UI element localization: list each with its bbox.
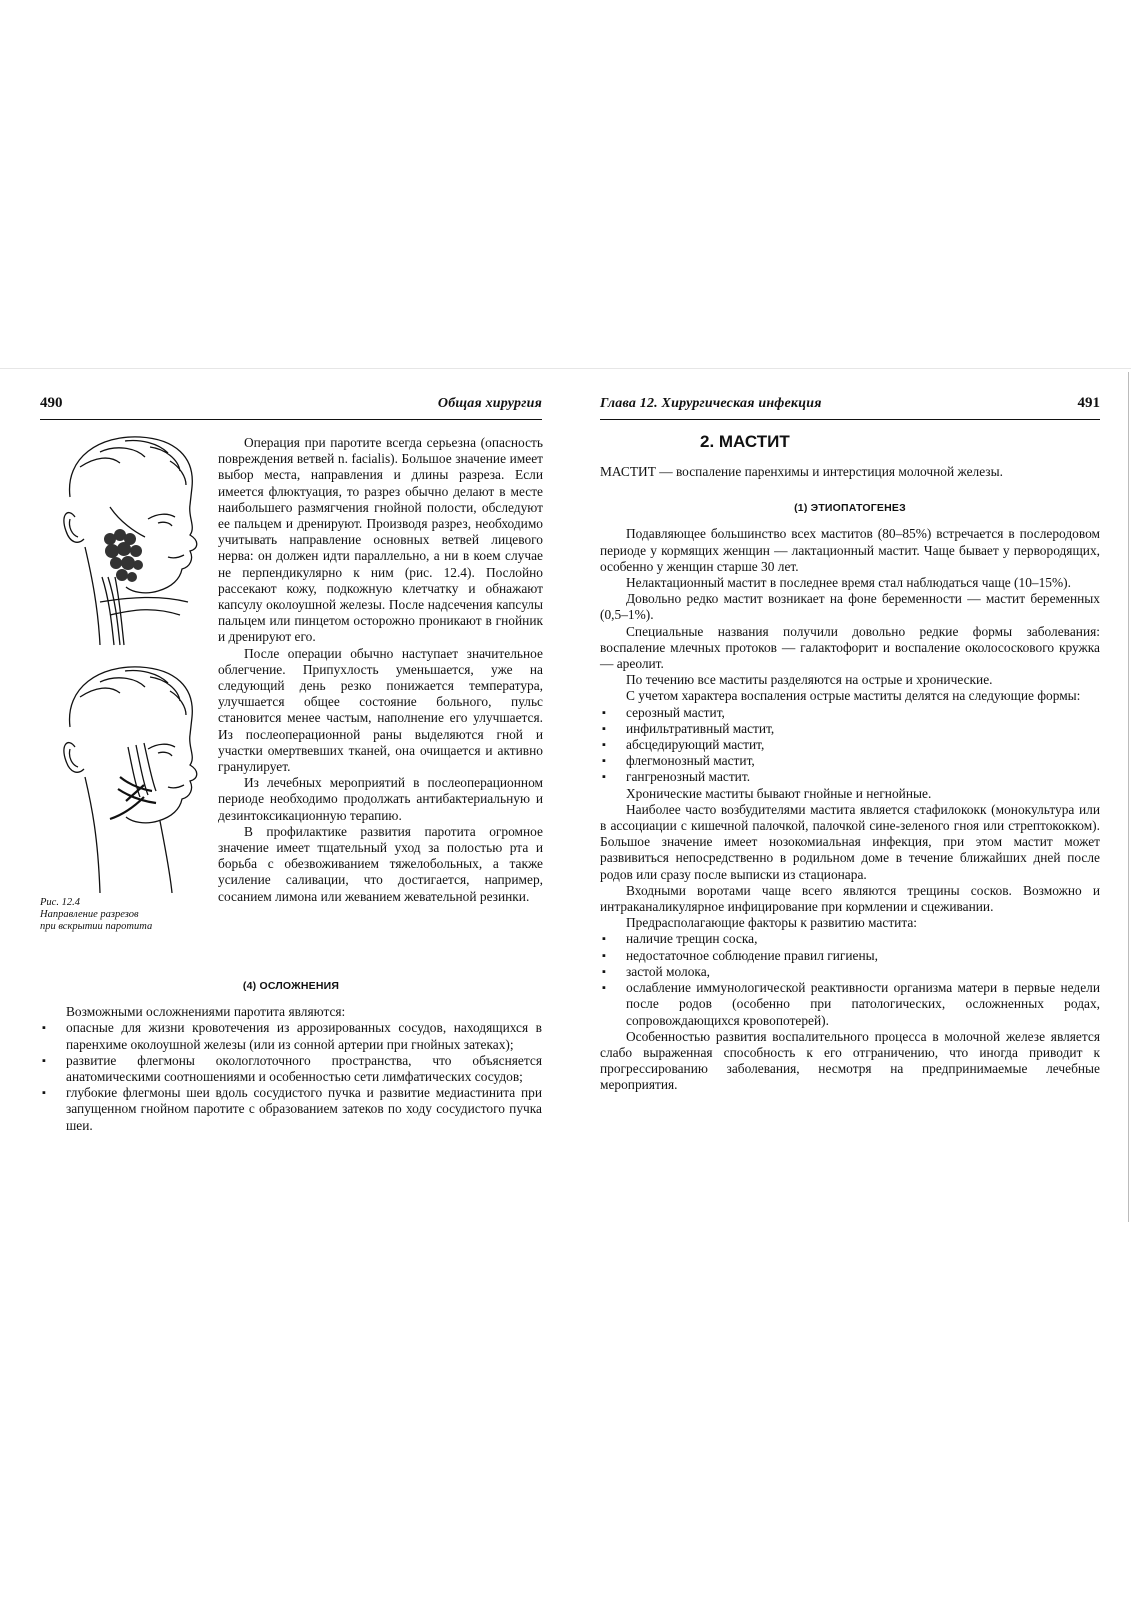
paragraph: С учетом характера воспаления острые маститы делятся на следующие формы: (626, 688, 1081, 704)
paragraph: Предрасполагающие факторы к развитию мастита: (626, 915, 918, 931)
page-number-left: 490 (40, 395, 63, 411)
list-item: ▪ серозный мастит, (600, 705, 1100, 721)
list-item: ▪ инфильтративный мастит, (600, 721, 1100, 737)
list-item: ▪ застой молока, (600, 964, 1100, 980)
section-title: 2. МАСТИТ (700, 432, 790, 451)
complications-section (40, 972, 542, 1134)
caption-line-1: Направление разрезов (40, 909, 139, 920)
paragraph: Входными воротами чаще всего являются трещины сосков. Возможно и интраканаликулярное инфицирование при кормлении и сцеживании. (600, 882, 1100, 915)
figure-caption (40, 897, 210, 933)
paragraph: Из лечебных мероприятий в послеоперационном периоде необходимо продолжать антибактериальную и дезинтоксикационную терапию. (218, 775, 543, 823)
paragraph: Хронические маститы бывают гнойные и негнойные. (626, 785, 932, 801)
acute-forms-list (600, 705, 1100, 786)
paragraph: Возможными осложнениями паротита являются: (66, 1004, 346, 1020)
list-item: ▪ наличие трещин соска, (600, 931, 1100, 947)
left-page (40, 395, 543, 1133)
left-running-header (40, 395, 542, 420)
paragraph: По течению все маститы разделяются на острые и хронические. (626, 672, 993, 688)
spread-top-edge (0, 368, 1131, 369)
paragraph: Наиболее часто возбудителями мастита является стафилококк (монокультура или в ассоциации с кишечной палочкой, палочкой сине-зеленого гноя или стрептококком). Большое значение имеет нозокомиальная инфекция, при этом мастит может развивиться непосредственно в родильном доме в течение ближайших дней после родов или сразу после выписки из стационара. (600, 801, 1100, 882)
definition: МАСТИТ — воспаление паренхимы и интерстиция молочной железы. (600, 464, 1003, 479)
list-item: ▪ абсцедирующий мастит, (600, 737, 1100, 753)
paragraph: В профилактике развития паротита огромное значение имеет тщательный уход за полостью рта и борьба с обезвоживанием тяжелобольных, а также усиление саливации, что достигается, например, сосанием лимона или жеванием жевательной резинки. (218, 823, 543, 904)
complications-list (40, 1020, 542, 1133)
mastitis-text (600, 464, 1100, 1094)
paragraph: Специальные названия получили довольно редкие формы заболевания: воспаление млечных протоков — галактофорит и воспаление околососкового кружка — ареолит. (600, 623, 1100, 672)
paragraph: Нелактационный мастит в последнее время стал наблюдаться чаще (10–15%). (626, 575, 1071, 591)
list-item: ▪ опасные для жизни кровотечения из аррозированных сосудов, находящихся в паренхиме околоушной железы (или из сонной артерии при гнойных затеках); (40, 1020, 542, 1052)
illustration-head-gland (40, 427, 210, 647)
page-number-right: 491 (1077, 395, 1100, 411)
list-item: ▪ ослабление иммунологической реактивности организма матери в первые недели после родов (особенно при патологических, осложненных родах, сопровождающихся кровопотерей). (600, 980, 1100, 1029)
paragraph: После операции обычно наступает значительное облегчение. Припухлость уменьшается, уже на следующий день резко понижается температура, улучшается общее состояние больного, пульс становится менее частым, наполнение его улучшается. Из послеоперационной раны выделяются гной и участки омертвевших тканей, она очищается и активно гранулирует. (218, 645, 543, 775)
right-page (600, 395, 1100, 1094)
list-item: ▪ флегмонозный мастит, (600, 753, 1100, 769)
paragraph: Операция при паротите всегда серьезна (опасность повреждения ветвей n. facialis). Большое значение имеет выбор места, направления и длины разреза. Если имеется флюктуация, то разрез обычно делают в месте наибольшего размягчения гнойной полости, обследуют ее пальцем и дренируют. Производя разрез, необходимо учитывать направление основных ветвей лицевого нерва: он должен идти параллельно, а ни в коем случае не перпендикулярно к ним (рис. 12.4). Послойно рассекают кожу, подкожную клетчатку и обнажают капсулу околоушной железы. После надсечения капсулы пальцем или пинцетом осторожно проникают в гнойник и дренируют его. (218, 435, 543, 645)
list-item: ▪ развитие флегмоны окологлоточного пространства, что объясняется анатомическими соотношениями и особенностью сети лимфатических сосудов; (40, 1053, 542, 1085)
risk-factors-list (600, 931, 1100, 1028)
running-title-left: Общая хирургия (437, 396, 542, 411)
paragraph: Особенностью развития воспалительного процесса в молочной железе является слабо выраженная способность к его отграничению, что иногда приводит к прогрессированию заболевания, несмотря на предпринимаемые лечебные мероприятия. (600, 1028, 1100, 1093)
figure-12-4 (40, 427, 210, 933)
right-running-header (600, 395, 1100, 420)
running-title-right: Глава 12. Хирургическая инфекция (600, 396, 822, 411)
list-item: ▪ недостаточное соблюдение правил гигиены, (600, 948, 1100, 964)
page-fold-line (1128, 372, 1129, 1222)
list-item: ▪ гангренозный мастит. (600, 769, 1100, 785)
list-item: ▪ глубокие флегмоны шеи вдоль сосудистого пучка и развитие медиастинита при запущенном гнойном паротите с образованием затеков по ходу сосудистого пучка шеи. (40, 1085, 542, 1134)
subheading: (1) ЭТИОПАТОГЕНЕЗ (794, 502, 906, 515)
caption-number: Рис. 12.4 (40, 897, 80, 908)
parotitis-operation-text (218, 435, 543, 905)
paragraph: Довольно редко мастит возникает на фоне беременности — мастит беременных (0,5–1%). (600, 591, 1100, 623)
section-heading: (4) ОСЛОЖНЕНИЯ (242, 980, 340, 992)
caption-line-2: при вскрытии паротита (40, 921, 153, 932)
illustration-head-incisions (40, 657, 210, 895)
paragraph: Подавляющее большинство всех маститов (80–85%) встречается в послеродовом периоде у кормящих женщин — лактационный мастит. Чаще бывает у первородящих, особенно у женщин старше 30 лет. (600, 526, 1100, 574)
